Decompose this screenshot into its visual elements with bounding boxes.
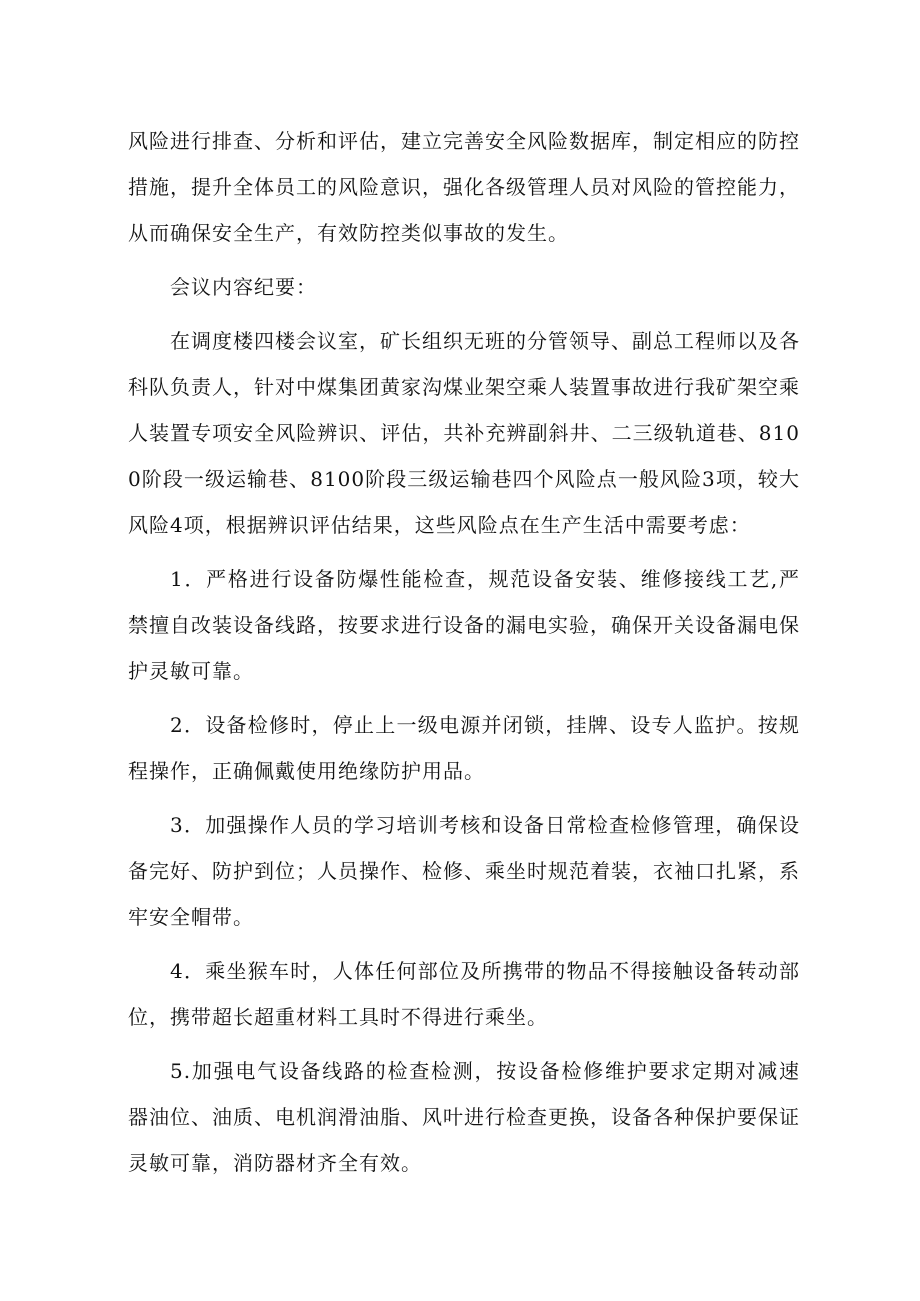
list-item: 5.加强电气设备线路的检查检测，按设备检修维护要求定期对减速器油位、油质、电机润滑油脂、风叶进行检查更换，设备各种保护要保证灵敏可靠，消防器材齐全有效。 [128,1059,800,1175]
intro-paragraph: 风险进行排查、分析和评估，建立完善安全风险数据库，制定相应的防控措施，提升全体员工的风险意识，强化各级管理人员对风险的管控能力，从而确保安全生产，有效防控类似事故的发生。 [128,129,800,245]
list-item: 3．加强操作人员的学习培训考核和设备日常检查检修管理，确保设备完好、防护到位；人员操作、检修、乘坐时规范着装，衣袖口扎紧，系牢安全帽带。 [128,813,800,929]
list-item: 2．设备检修时，停止上一级电源并闭锁，挂牌、设专人监护。按规程操作，正确佩戴使用绝缘防护用品。 [128,713,800,783]
document-body [128,118,800,1194]
list-item: 4．乘坐猴车时，人体任何部位及所携带的物品不得接触设备转动部位，携带超长超重材料工具时不得进行乘坐。 [128,959,800,1029]
list-item: 1．严格进行设备防爆性能检查，规范设备安装、维修接线工艺,严禁擅自改装设备线路，按要求进行设备的漏电实验，确保开关设备漏电保护灵敏可靠。 [128,567,800,683]
meeting-summary-paragraph: 在调度楼四楼会议室，矿长组织无班的分管领导、副总工程师以及各科队负责人，针对中煤集团黄家沟煤业架空乘人装置事故进行我矿架空乘人装置专项安全风险辨识、评估，共补充辨副斜井、二三级轨道巷、8100阶段一级运输巷、8100阶段三级运输巷四个风险点一般风险3项，较大风险4项，根据辨识评估结果，这些风险点在生产生活中需要考虑： [128,329,800,537]
minutes-heading: 会议内容纪要： [170,275,317,299]
